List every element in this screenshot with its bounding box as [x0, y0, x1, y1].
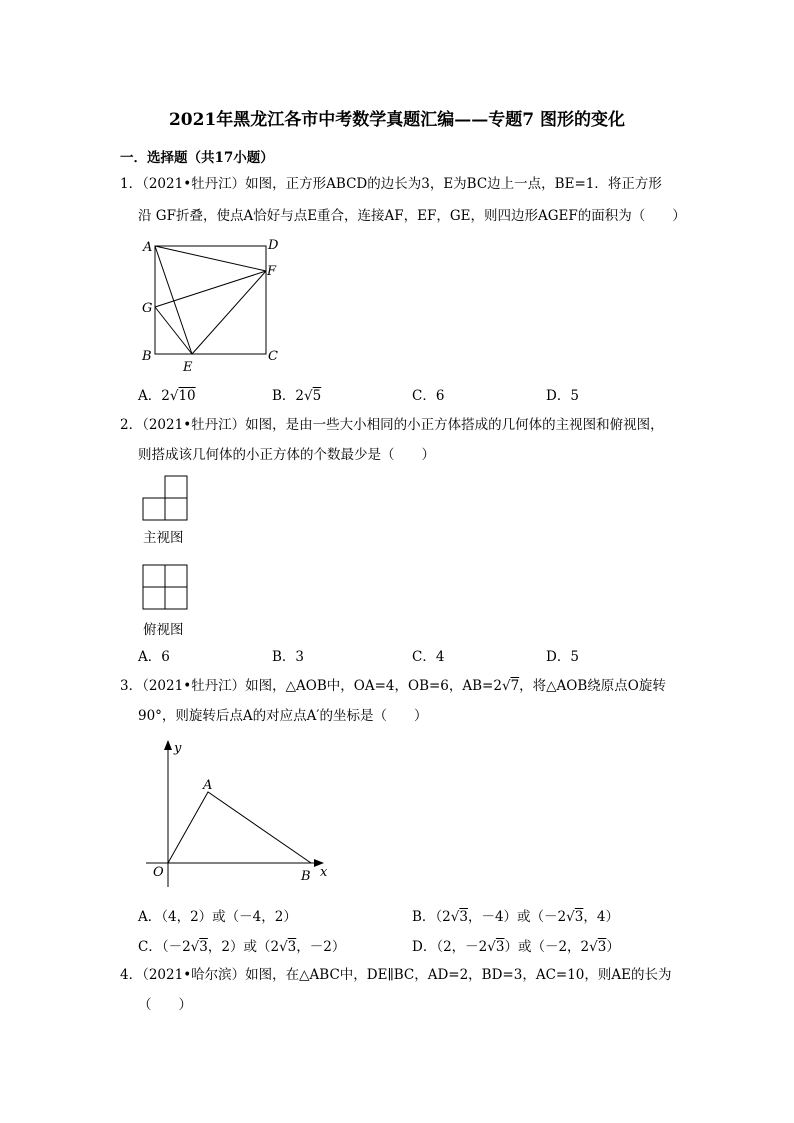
q2-line1: 2．（2021•牡丹江）如图，是由一些大小相同的小正方体搭成的几何体的主视图和俯视图，: [120, 417, 664, 433]
q3-line1: 3．（2021•牡丹江）如图，△AOB中，OA=4，OB=6，AB=2√7，将△AOB绕原点O旋转: [120, 678, 666, 694]
q2-line2: 则搭成该几何体的小正方体的个数最少是（ ）: [138, 447, 435, 463]
q1-label-B: B: [142, 349, 152, 364]
q2-top-view-label: 俯视图: [143, 622, 184, 638]
q1-label-F: F: [267, 264, 277, 279]
q1-label-D: D: [268, 238, 279, 253]
q3-option-a[interactable]: A．（4，2）或（－4，2）: [138, 909, 297, 925]
section-heading: 一．选择题（共17小题）: [120, 150, 274, 166]
q2-front-view-label: 主视图: [143, 530, 184, 546]
q4-line1: 4．（2021•哈尔滨）如图，在△ABC中，DE∥BC，AD=2，BD=3，AC=10，则AE的长为: [120, 967, 672, 983]
q1-label-G: G: [142, 301, 153, 316]
q3-label-x: x: [320, 865, 328, 880]
q1-option-a[interactable]: A．2√10: [138, 388, 196, 404]
q2-option-b[interactable]: B．3: [272, 649, 305, 665]
q3-triangle-AOB: [168, 792, 311, 863]
q3-y-arrow: [164, 740, 172, 750]
q3-label-A: A: [203, 778, 213, 793]
q3-option-b[interactable]: B．（2√3，－4）或（－2√3，4）: [412, 909, 619, 925]
q3-line2: 90°，则旋转后点A的对应点A′的坐标是（ ）: [138, 708, 428, 724]
q2-option-a[interactable]: A．6: [138, 649, 170, 665]
q1-option-b[interactable]: B．2√5: [272, 388, 322, 404]
q1-label-E: E: [183, 360, 193, 375]
q3-option-c[interactable]: C．（－2√3，2）或（2√3，－2）: [138, 939, 346, 955]
q1-line2: 沿 GF折叠，使点A恰好与点E重合，连接AF，EF，GE，则四边形AGEF的面积为（ ）: [138, 208, 686, 224]
q3-label-y: y: [174, 741, 182, 756]
q1-line1: 1．（2021•牡丹江）如图，正方形ABCD的边长为3，E为BC边上一点，BE=1．将正方形: [120, 176, 662, 192]
q3-label-O: O: [153, 865, 164, 880]
q4-line2: （ ）: [138, 997, 192, 1013]
q1-label-C: C: [268, 349, 278, 364]
page-title: 2021年黑龙江各市中考数学真题汇编——专题7 图形的变化: [168, 110, 626, 130]
q1-option-c[interactable]: C．6: [412, 388, 445, 404]
q3-option-d[interactable]: D．（2，－2√3）或（－2，2√3）: [412, 939, 620, 955]
q2-option-d[interactable]: D．5: [546, 649, 579, 665]
q3-label-B: B: [301, 869, 311, 884]
q1-option-d[interactable]: D．5: [546, 388, 579, 404]
q1-label-A: A: [143, 240, 153, 255]
q2-option-c[interactable]: C．4: [412, 649, 445, 665]
